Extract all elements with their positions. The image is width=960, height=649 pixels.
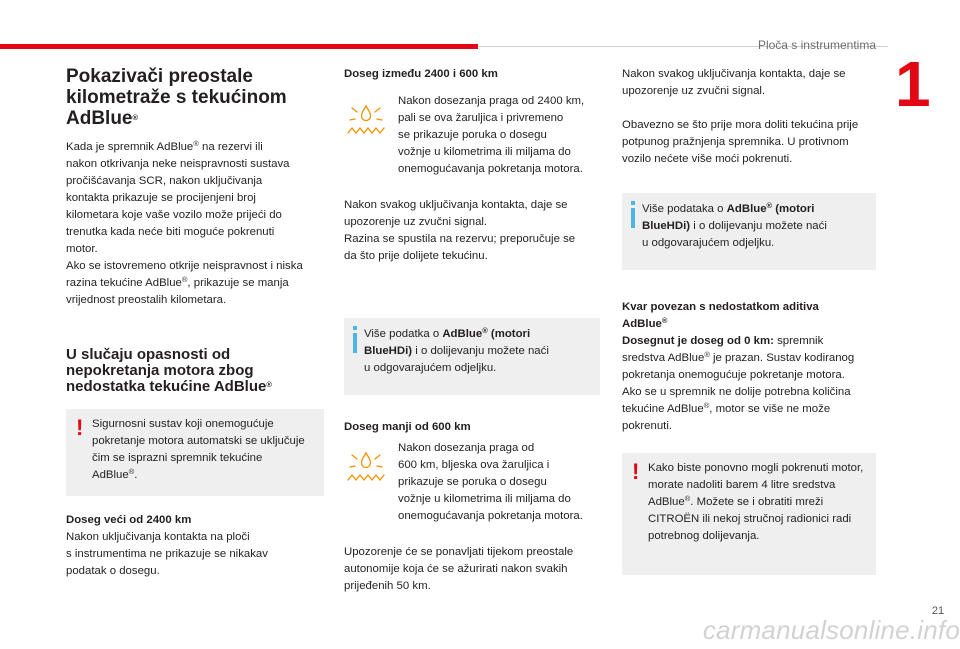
warning-icon: !	[76, 415, 84, 440]
warning-box	[622, 453, 876, 575]
column-left	[66, 66, 324, 580]
info-icon	[353, 326, 357, 354]
range-under-600-heading: Doseg manji od 600 km	[344, 421, 471, 433]
fault-text: Dosegnut je doseg od 0 km: spremnik sredstva AdBlue® je prazan. Sustav kodiranog pokretanja onemogućuje pokretanje motora. Ako se u spremnik ne dolije potrebna količina tekućine AdBlue®, motor se više ne može pokrenuti.	[622, 335, 855, 432]
header-red-bar	[0, 44, 478, 49]
subsection-title: U slučaju opasnosti od nepokretanja motora zbog nedostatka tekućine AdBlue®	[66, 346, 272, 395]
info-box	[344, 318, 600, 395]
ignition-warning-paragraph: Nakon svakog uključivanja kontakta, daje se upozorenje uz zvučni signal.	[622, 68, 846, 97]
column-right	[622, 66, 876, 575]
warning-text: Sigurnosni sustav koji onemogućuje pokretanje motora automatski se uključuje čim se isprazni spremnik tekućine AdBlue®.	[92, 418, 305, 481]
lamp-description-text: Nakon dosezanja praga od 600 km, bljeska ova žaruljica i prikazuje se poruka o dosegu vožnje u kilometrima ili miljama do onemogućavanja pokretanja motora.	[398, 442, 583, 522]
repeat-warning-paragraph: Upozorenje će se ponavljati tijekom preostale autonomije koja će se ažurirati nakon svakih prijeđenih 50 km.	[344, 546, 574, 592]
adblue-warning-icon	[344, 440, 398, 525]
lamp-description-2	[344, 440, 600, 525]
range-text: Nakon uključivanja kontakta na ploči s instrumentima ne prikazuje se nikakav podatak o dosegu.	[66, 531, 268, 577]
page-number: 21	[931, 605, 945, 617]
info-text: Više podatka o AdBlue® (motori BlueHDi) i o dolijevanju možete naći u odgovarajućem odjeljku.	[364, 326, 549, 374]
reserve-paragraph: Nakon svakog uključivanja kontakta, daje se upozorenje uz zvučni signal. Razina se spustila na rezervu; preporučuje se da što prije dolijete tekućinu.	[344, 199, 576, 262]
range-2400-600-heading: Doseg između 2400 i 600 km	[344, 68, 498, 80]
refill-paragraph: Obavezno se što prije mora doliti tekućina prije potpunog pražnjenja spremnika. U protivnom vozilo nećete više moći pokrenuti.	[622, 119, 859, 165]
fault-heading: Kvar povezan s nedostatkom aditiva AdBlue®	[622, 301, 819, 330]
lamp-description-1	[344, 93, 600, 178]
column-middle	[344, 66, 600, 595]
warning-box	[66, 409, 324, 496]
warning-icon: !	[632, 459, 640, 484]
watermark: carmanualsonline.info	[702, 615, 960, 645]
info-box	[622, 193, 876, 270]
section-title: Pokazivači preostale kilometraže s tekućinom AdBlue®	[66, 66, 287, 129]
fault-section	[622, 299, 876, 435]
lamp-description-text: Nakon dosezanja praga od 2400 km, pali se ova žaruljica i privremeno se prikazuje poruka o dosegu vožnje u kilometrima ili miljama do onemogućavanja pokretanja motora.	[398, 95, 585, 175]
info-text: Više podataka o AdBlue® (motori BlueHDi) i o dolijevanju možete naći u odgovarajućem odjeljku.	[642, 201, 827, 249]
adblue-warning-icon	[344, 93, 398, 178]
range-heading: Doseg veći od 2400 km	[66, 514, 192, 526]
chapter-title: Ploča s instrumentima	[757, 38, 876, 52]
range-over-2400	[66, 512, 324, 580]
chapter-number: 1	[895, 48, 931, 120]
intro-paragraph: Kada je spremnik AdBlue® na rezervi ili nakon otkrivanja neke neispravnosti sustava pročišćavanja SCR, nakon uključivanja kontakta prikazuje se procijenjeni broj kilometara koje vaše vozilo može prijeći do trenutka kada neće biti moguće pokrenuti motor. Ako se istovremeno otkrije neispravnost i niska razina tekućine AdBlue®, prikazuje se manja vrijednost preostalih kilometara.	[66, 139, 303, 306]
warning-text: Kako biste ponovno mogli pokrenuti motor, morate nadoliti barem 4 litre sredstva AdBlue®. Možete se i obratiti mreži CITROËN ili nekoj stručnoj radionici radi potrebnog dolijevanja.	[648, 462, 864, 542]
info-icon	[631, 201, 635, 229]
